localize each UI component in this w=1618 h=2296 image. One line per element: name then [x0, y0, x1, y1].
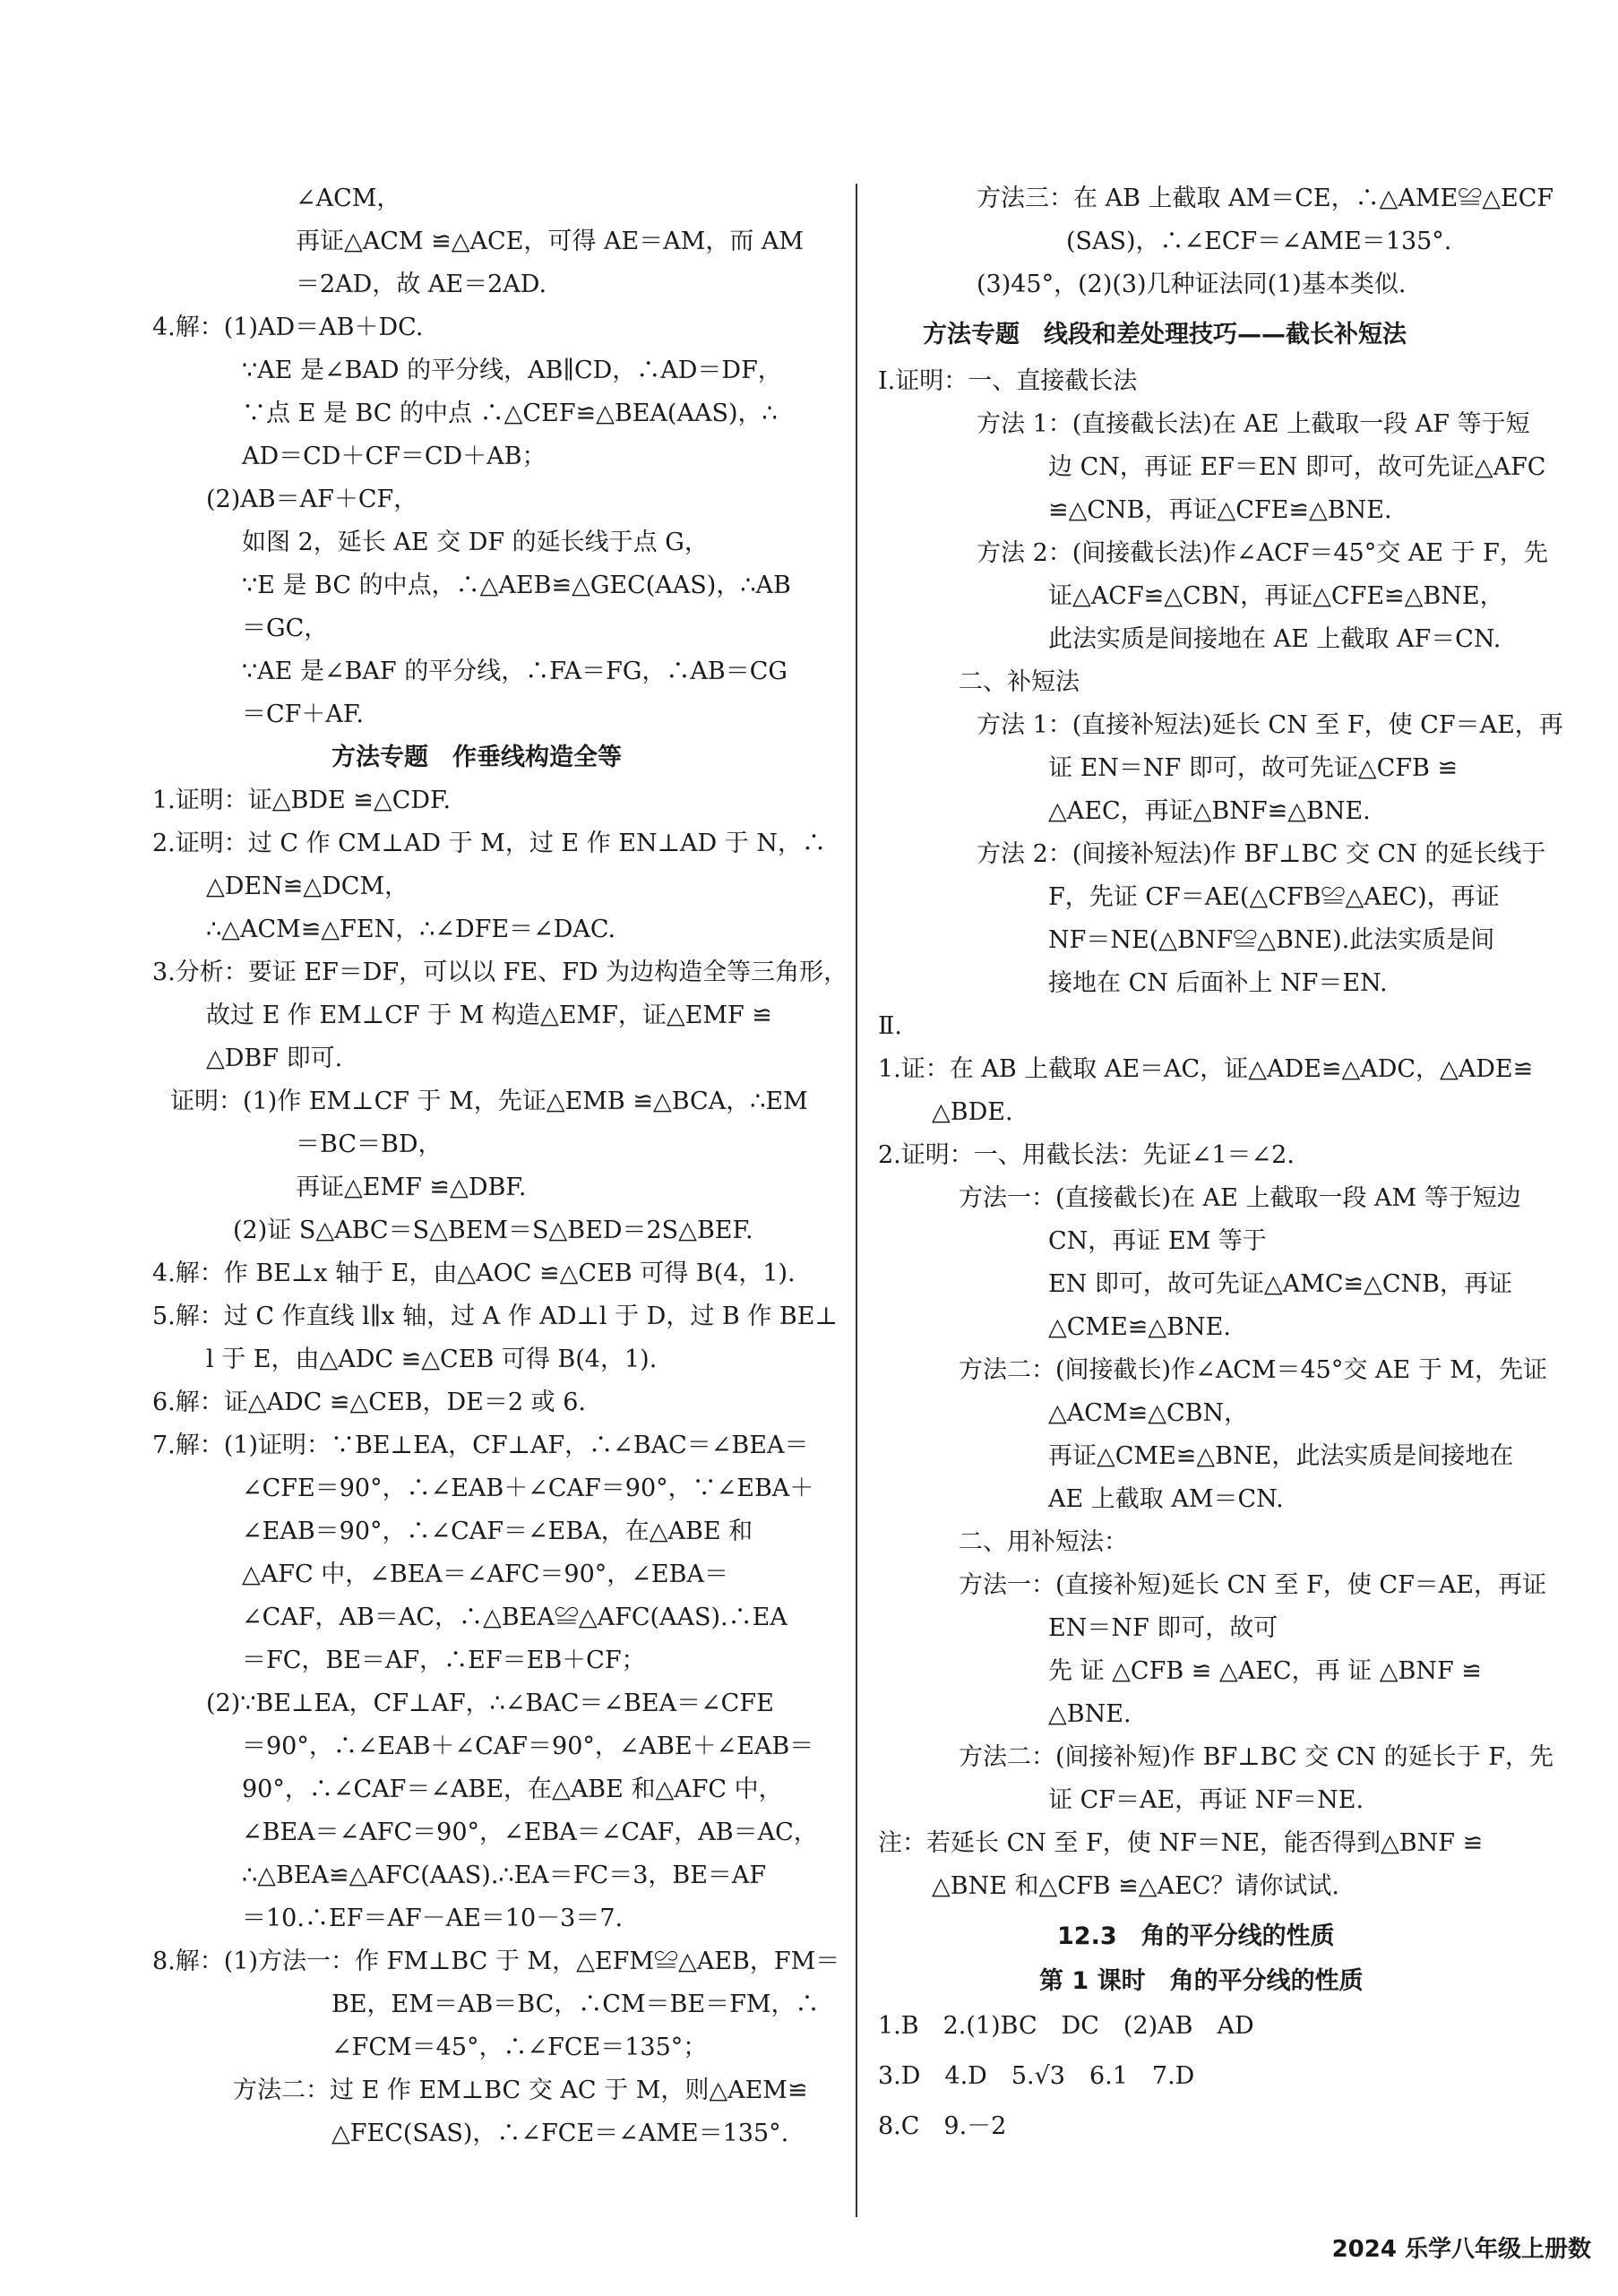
text-line: Ⅱ.	[878, 1012, 902, 1040]
text-line: Ⅰ.证明：一、直接截长法	[878, 367, 1138, 395]
text-line: (SAS)，∴∠ECF＝∠AME＝135°.	[1066, 228, 1452, 255]
text-line: 再证△ACM ≌△ACE，可得 AE＝AM，而 AM	[296, 228, 805, 255]
text-line: ∠EAB＝90°，∴∠CAF＝∠EBA，在△ABE 和	[242, 1518, 753, 1545]
text-line: 8.C 9.－2	[878, 2112, 1007, 2140]
text-line: ＝10.∴EF＝AF－AE＝10－3＝7.	[242, 1905, 624, 1932]
text-line: 方法二：(间接截长)作∠ACM＝45°交 AE 于 M，先证	[959, 1356, 1547, 1384]
text-line: ＝2AD，故 AE＝2AD.	[296, 271, 547, 298]
text-line: 接地在 CN 后面补上 NF＝EN.	[1048, 969, 1388, 997]
text-line: 再证△EMF ≌△DBF.	[296, 1174, 527, 1201]
text-line: AE 上截取 AM＝CN.	[1048, 1485, 1284, 1513]
text-line: (2)证 S△ABC＝S△BEM＝S△BED＝2S△BEF.	[233, 1217, 753, 1244]
text-line: (2)∵BE⊥EA，CF⊥AF，∴∠BAC＝∠BEA＝∠CFE	[206, 1690, 774, 1717]
text-line: 再证△CME≌△BNE，此法实质是间接地在	[1048, 1442, 1514, 1470]
text-line: ＝CF＋AF.	[242, 701, 365, 728]
text-line: ∴△BEA≌△AFC(AAS).∴EA＝FC＝3，BE＝AF	[242, 1862, 767, 1889]
page-footer: 2024 乐学八年级上册数	[1331, 2236, 1591, 2263]
text-line: △BDE.	[932, 1098, 1013, 1126]
text-line: l 于 E，由△ADC ≌△CEB 可得 B(4，1).	[206, 1346, 658, 1373]
text-line: ∠FCM＝45°，∴∠FCE＝135°；	[331, 2034, 708, 2061]
text-line: 3.D 4.D 5.√3 6.1 7.D	[878, 2062, 1195, 2090]
text-line: 1.证明：证△BDE ≌△CDF.	[152, 787, 452, 814]
text-line: 注：若延长 CN 至 F，使 NF＝NE，能否得到△BNF ≌	[878, 1829, 1484, 1857]
text-line: ∠ACM，	[296, 185, 401, 212]
text-line: 7.解：(1)证明：∵BE⊥EA，CF⊥AF，∴∠BAC＝∠BEA＝	[152, 1432, 809, 1459]
text-line: 方法 1：(直接补短法)延长 CN 至 F，使 CF＝AE，再	[977, 711, 1563, 739]
text-line: 5.解：过 C 作直线 l∥x 轴，过 A 作 AD⊥l 于 D，过 B 作 BE⊥	[152, 1303, 838, 1330]
text-line: 1.证：在 AB 上截取 AE＝AC，证△ADE≌△ADC，△ADE≌	[878, 1055, 1534, 1083]
text-line: ≌△CNB，再证△CFE≌△BNE.	[1048, 496, 1392, 524]
text-line: 证 EN＝NF 即可，故可先证△CFB ≌	[1048, 754, 1459, 782]
text-line: 4.解：作 BE⊥x 轴于 E，由△AOC ≌△CEB 可得 B(4，1).	[152, 1260, 796, 1287]
text-line: 边 CN，再证 EF＝EN 即可，故可先证△AFC	[1048, 453, 1546, 481]
text-line: 方法二：过 E 作 EM⊥BC 交 AC 于 M，则△AEM≌	[233, 2077, 808, 2104]
text-line: △ACM≌△CBN，	[1048, 1399, 1249, 1427]
text-line: 证 CF＝AE，再证 NF＝NE.	[1048, 1786, 1364, 1814]
text-line: ∵AE 是∠BAD 的平分线，AB∥CD，∴AD＝DF，	[242, 357, 782, 384]
text-line: ＝BC＝BD，	[296, 1131, 443, 1158]
text-line: △FEC(SAS)，∴∠FCE＝∠AME＝135°.	[331, 2120, 789, 2147]
text-line: 此法实质是间接地在 AE 上截取 AF＝CN.	[1048, 625, 1502, 653]
text-line: 8.解：(1)方法一：作 FM⊥BC 于 M，△EFM≌△AEB，FM＝	[152, 1948, 840, 1975]
text-line: △CME≌△BNE.	[1048, 1313, 1231, 1341]
column-divider	[856, 184, 857, 2217]
text-line: AD＝CD＋CF＝CD＋AB；	[242, 443, 547, 470]
text-line: △DEN≌△DCM，	[206, 873, 409, 900]
text-line: △BNE.	[1048, 1700, 1132, 1728]
text-line: ∠BEA＝∠AFC＝90°，∠EBA＝∠CAF，AB＝AC，	[242, 1819, 818, 1846]
text-line: 方法 2：(间接截长法)作∠ACF＝45°交 AE 于 F，先	[977, 539, 1548, 567]
text-line: 证明：(1)作 EM⊥CF 于 M，先证△EMB ≌△BCA，∴EM	[170, 1088, 808, 1115]
text-line: 二、用补短法：	[959, 1528, 1128, 1556]
text-line: ＝GC，	[242, 615, 329, 642]
text-line: F，先证 CF＝AE(△CFB≌△AEC)，再证	[1048, 883, 1500, 911]
text-line: ∵点 E 是 BC 的中点 ∴△CEF≌△BEA(AAS)，∴	[242, 400, 778, 427]
text-line: 故过 E 作 EM⊥CF 于 M 构造△EMF，证△EMF ≌	[206, 1002, 772, 1029]
text-line: CN，再证 EM 等于	[1048, 1227, 1267, 1255]
text-line: 方法 2：(间接补短法)作 BF⊥BC 交 CN 的延长线于	[977, 840, 1546, 868]
text-line: ∠CFE＝90°，∴∠EAB＋∠CAF＝90°，∵∠EBA＋	[242, 1475, 814, 1502]
text-line: 证△ACF≌△CBN，再证△CFE≌△BNE，	[1048, 582, 1504, 610]
text-line: 3.分析：要证 EF＝DF，可以以 FE、FD 为边构造全等三角形，	[152, 959, 848, 986]
text-line: 方法一：(直接补短)延长 CN 至 F，使 CF＝AE，再证	[959, 1571, 1547, 1599]
text-line: EN＝NF 即可，故可	[1048, 1614, 1278, 1642]
text-line: △DBF 即可.	[206, 1045, 343, 1072]
section-heading: 12.3 角的平分线的性质	[1057, 1922, 1335, 1950]
section-heading: 方法专题 作垂线构造全等	[331, 744, 622, 771]
text-line: △AEC，再证△BNF≌△BNE.	[1048, 797, 1371, 825]
section-heading: 方法专题 线段和差处理技巧——截长补短法	[923, 321, 1407, 348]
text-line: ∠CAF，AB＝AC，∴△BEA≌△AFC(AAS).∴EA	[242, 1604, 787, 1631]
text-line: ＝90°，∴∠EAB＋∠CAF＝90°，∠ABE＋∠EAB＝	[242, 1733, 814, 1760]
text-line: 2.证明：过 C 作 CM⊥AD 于 M，过 E 作 EN⊥AD 于 N，∴	[152, 830, 826, 857]
text-line: 2.证明：一、用截长法：先证∠1＝∠2.	[878, 1141, 1295, 1169]
text-line: ＝FC，BE＝AF，∴EF＝EB＋CF；	[242, 1647, 646, 1674]
text-line: BE，EM＝AB＝BC，∴CM＝BE＝FM，∴	[331, 1991, 820, 2018]
text-line: 1.B 2.(1)BC DC (2)AB AD	[878, 2012, 1254, 2040]
text-line: 方法二：(间接补短)作 BF⊥BC 交 CN 的延长于 F，先	[959, 1743, 1553, 1771]
text-line: EN 即可，故可先证△AMC≌△CNB，再证	[1048, 1270, 1512, 1298]
text-line: △BNE 和△CFB ≌△AEC？请你试试.	[932, 1872, 1339, 1900]
text-line: 方法一：(直接截长)在 AE 上截取一段 AM 等于短边	[959, 1184, 1521, 1212]
text-line: (3)45°，(2)(3)几种证法同(1)基本类似.	[977, 271, 1407, 298]
text-line: △AFC 中，∠BEA＝∠AFC＝90°，∠EBA＝	[242, 1561, 728, 1588]
text-line: 90°，∴∠CAF＝∠ABE，在△ABE 和△AFC 中，	[242, 1776, 783, 1803]
section-heading: 第 1 课时 角的平分线的性质	[1039, 1967, 1364, 1995]
text-line: (2)AB＝AF＋CF，	[206, 486, 418, 513]
text-line: 方法三：在 AB 上截取 AM＝CE，∴△AME≌△ECF	[977, 185, 1554, 212]
text-line: 二、补短法	[959, 668, 1080, 696]
text-line: 方法 1：(直接截长法)在 AE 上截取一段 AF 等于短	[977, 410, 1530, 438]
text-line: ∵E 是 BC 的中点，∴△AEB≌△GEC(AAS)，∴AB	[242, 572, 791, 599]
text-line: 4.解：(1)AD＝AB＋DC.	[152, 314, 424, 341]
text-line: NF＝NE(△BNF≌△BNE).此法实质是间	[1048, 926, 1495, 954]
text-line: 如图 2，延长 AE 交 DF 的延长线于点 G，	[242, 529, 709, 556]
text-line: ∴△ACM≌△FEN，∴∠DFE＝∠DAC.	[206, 916, 616, 943]
text-line: 先 证 △CFB ≌ △AEC，再 证 △BNF ≌	[1048, 1657, 1482, 1685]
text-line: 6.解：证△ADC ≌△CEB，DE＝2 或 6.	[152, 1389, 586, 1416]
text-line: ∵AE 是∠BAF 的平分线，∴FA＝FG，∴AB＝CG	[242, 658, 788, 685]
